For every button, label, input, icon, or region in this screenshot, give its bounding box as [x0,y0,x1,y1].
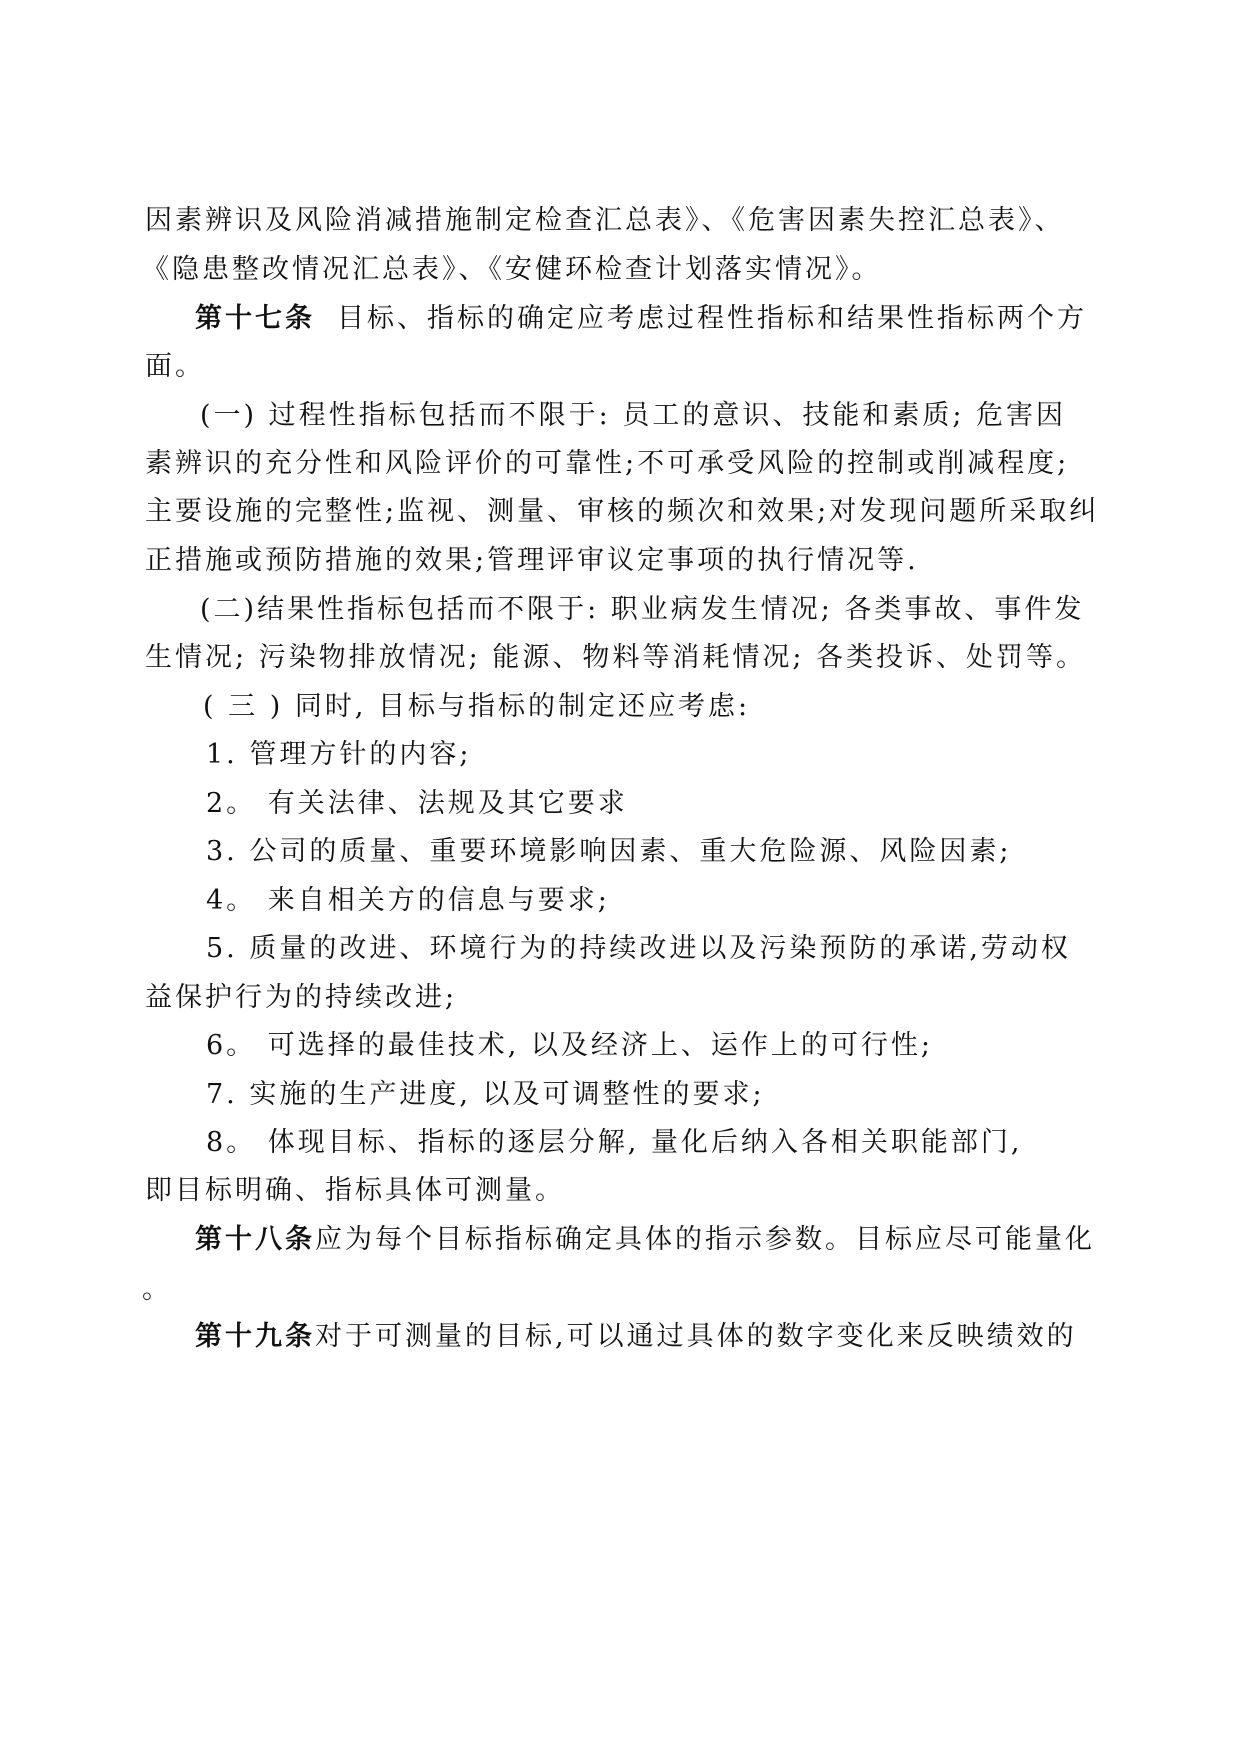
article-18-line-1 [195,1222,1095,1258]
item-1-line-1: (一) 过程性指标包括而不限于: 员工的意识、技能和素质; 危害因 [200,400,1067,431]
para-1-line-1: 因素辨识及风险消减措施制定检查汇总表》、《危害因素失控汇总表》、 [145,205,1065,236]
list-item-5-line-1: 5. 质量的改进、环境行为的持续改进以及污染预防的承诺,劳动权 [206,933,1071,964]
article-17-title: 第十七条 [195,303,315,334]
article-18-title: 第十八条 [195,1224,315,1255]
item-1-line-3: 主要设施的完整性;监视、测量、审核的频次和效果;对发现问题所采取纠 [145,496,1100,527]
article-18-text: 应为每个目标指标确定具体的指示参数。目标应尽可能量化 [315,1224,1095,1255]
list-item-8-line-1: 8。 体现目标、指标的逐层分解, 量化后纳入各相关职能部门, [206,1127,1023,1158]
article-17-text: 目标、指标的确定应考虑过程性指标和结果性指标两个方 [337,303,1087,334]
list-item-4: 4。 来自相关方的信息与要求; [206,885,610,916]
item-2-line-1: (二)结果性指标包括而不限于: 职业病发生情况; 各类事故、事件发 [200,594,1085,625]
item-1-line-2: 素辨识的充分性和风险评价的可靠性;不可承受风险的控制或削减程度; [145,448,1070,479]
item-2-line-2: 生情况; 污染物排放情况; 能源、物料等消耗情况; 各类投诉、处罚等。 [145,642,1087,673]
article-19-line-1 [195,1319,1077,1355]
list-item-5-line-2: 益保护行为的持续改进; [145,982,458,1013]
list-item-1: 1. 管理方针的内容; [206,739,472,770]
list-item-2: 2。 有关法律、法规及其它要求 [206,788,628,819]
article-17-line-2: 面。 [145,351,205,382]
article-19-text: 对于可测量的目标,可以通过具体的数字变化来反映绩效的 [315,1321,1077,1352]
list-item-6: 6。 可选择的最佳技术, 以及经济上、运作上的可行性; [206,1030,934,1061]
list-item-8-line-2: 即目标明确、指标具体可测量。 [145,1175,565,1206]
para-1-line-2: 《隐患整改情况汇总表》、《安健环检查计划落实情况》。 [142,254,882,285]
article-19-title: 第十九条 [195,1321,315,1352]
item-1-line-4: 正措施或预防措施的效果;管理评审议定事项的执行情况等. [145,545,919,576]
list-item-7: 7. 实施的生产进度, 以及可调整性的要求; [206,1079,765,1110]
article-17-line-1 [195,301,1087,337]
item-3-line-1: ( 三 ) 同时, 目标与指标的制定还应考虑: [203,691,751,722]
list-item-3: 3. 公司的质量、重要环境影响因素、重大危险源、风险因素; [206,836,1012,867]
article-18-line-2: 。 [142,1274,172,1305]
